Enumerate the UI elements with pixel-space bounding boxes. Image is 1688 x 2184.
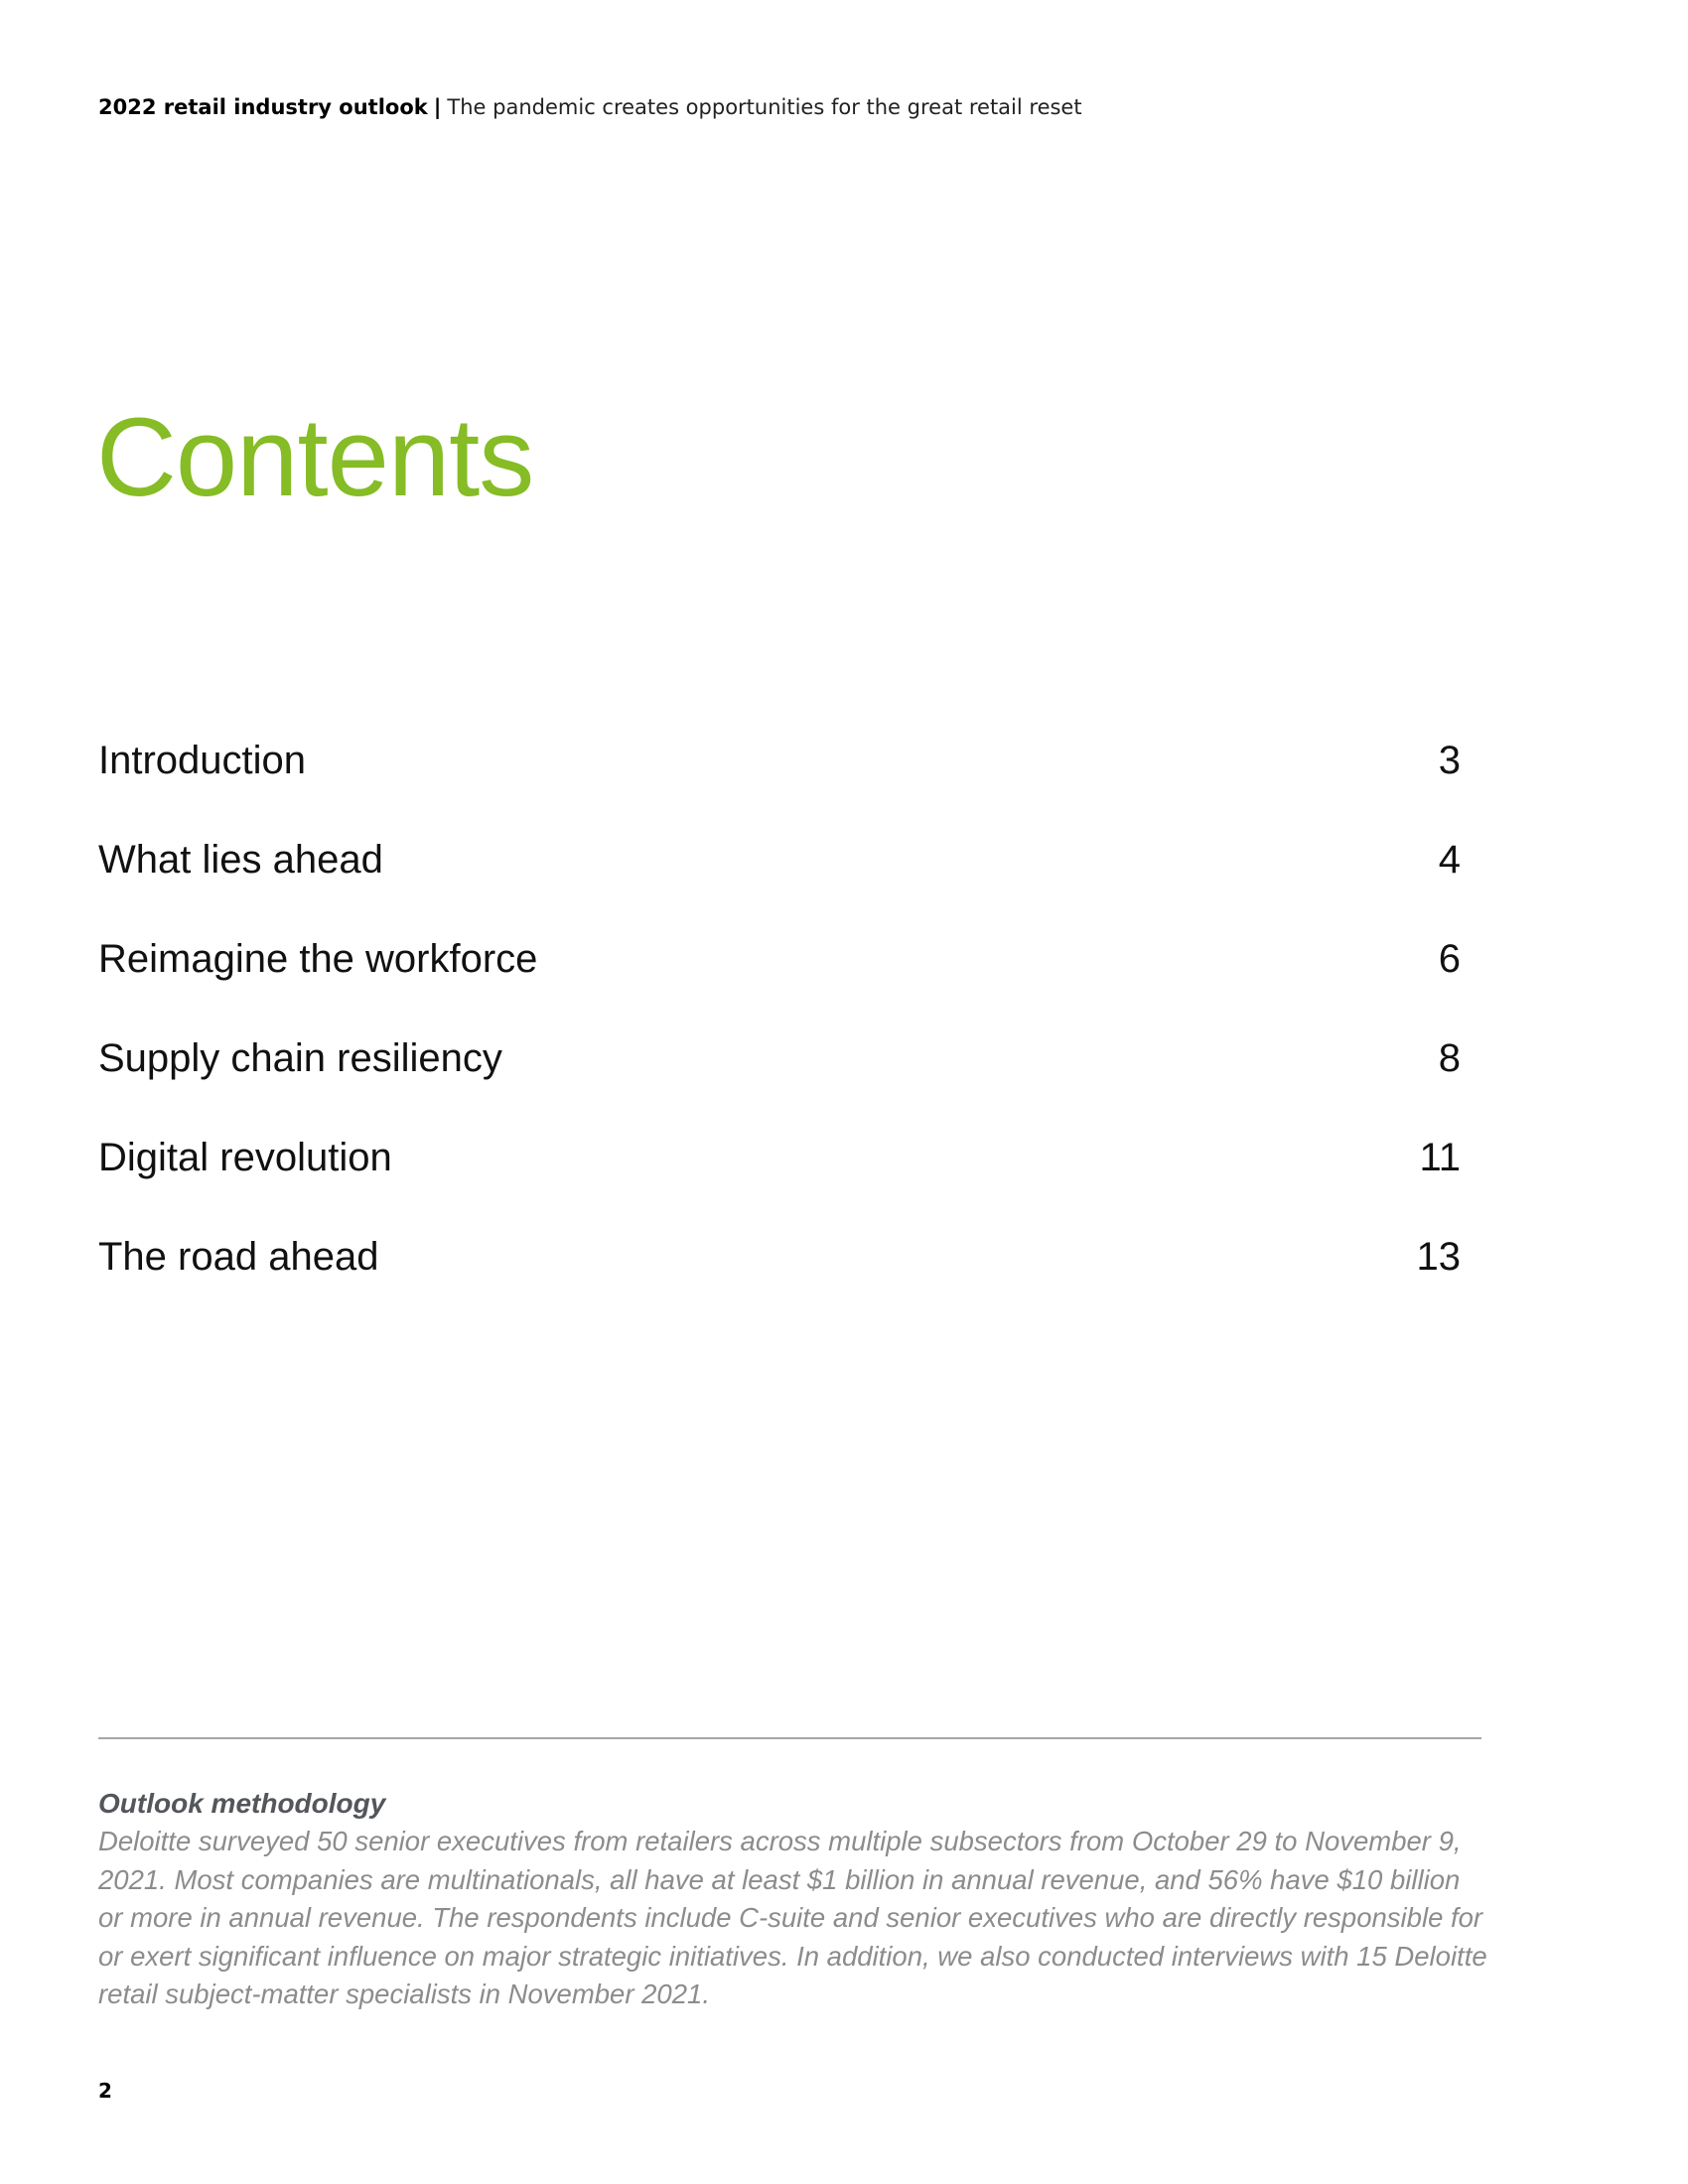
toc-entry-supply-chain-resiliency[interactable] [98,1009,1461,1108]
toc-entry-page-number: 3 [1438,738,1461,782]
toc-entry-page-number: 4 [1438,837,1461,882]
report-subtitle: The pandemic creates opportunities for the great retail reset [447,95,1082,119]
toc-entry-reimagine-the-workforce[interactable] [98,909,1461,1009]
section-divider [98,1737,1481,1739]
page-number: 2 [98,2079,112,2103]
toc-entry-label: Digital revolution [98,1135,392,1179]
toc-entry-the-road-ahead[interactable] [98,1207,1461,1306]
toc-entry-label: What lies ahead [98,837,383,882]
methodology-body: Deloitte surveyed 50 senior executives from retailers across multiple subsectors from October 29 to November 9, 2021. Most companies are multinationals, all have at least $1 billion in annual revenue, and 56% have $10 billion or more in annual revenue. The respondents include C-suite and senior executives who are directly responsible for or exert significant influence on major strategic initiatives. In addition, we also conducted interviews with 15 Deloitte retail subject-matter specialists in November 2021. [98,1826,1487,2009]
table-of-contents [98,711,1461,1306]
toc-entry-page-number: 8 [1438,1035,1461,1080]
toc-entry-introduction[interactable] [98,711,1461,810]
running-header [98,93,1082,121]
page-title: Contents [96,395,534,519]
toc-entry-digital-revolution[interactable] [98,1108,1461,1207]
methodology-note [98,1785,1488,2014]
header-separator: | [433,95,442,119]
toc-entry-page-number: 13 [1416,1234,1461,1279]
toc-entry-page-number: 11 [1419,1135,1461,1179]
toc-entry-label: Introduction [98,738,307,782]
toc-entry-what-lies-ahead[interactable] [98,810,1461,909]
toc-entry-label: The road ahead [98,1234,379,1279]
toc-entry-page-number: 6 [1438,936,1461,981]
toc-entry-label: Supply chain resiliency [98,1035,502,1080]
toc-entry-label: Reimagine the workforce [98,936,538,981]
report-title: 2022 retail industry outlook [98,95,428,119]
methodology-heading: Outlook methodology [98,1788,386,1819]
